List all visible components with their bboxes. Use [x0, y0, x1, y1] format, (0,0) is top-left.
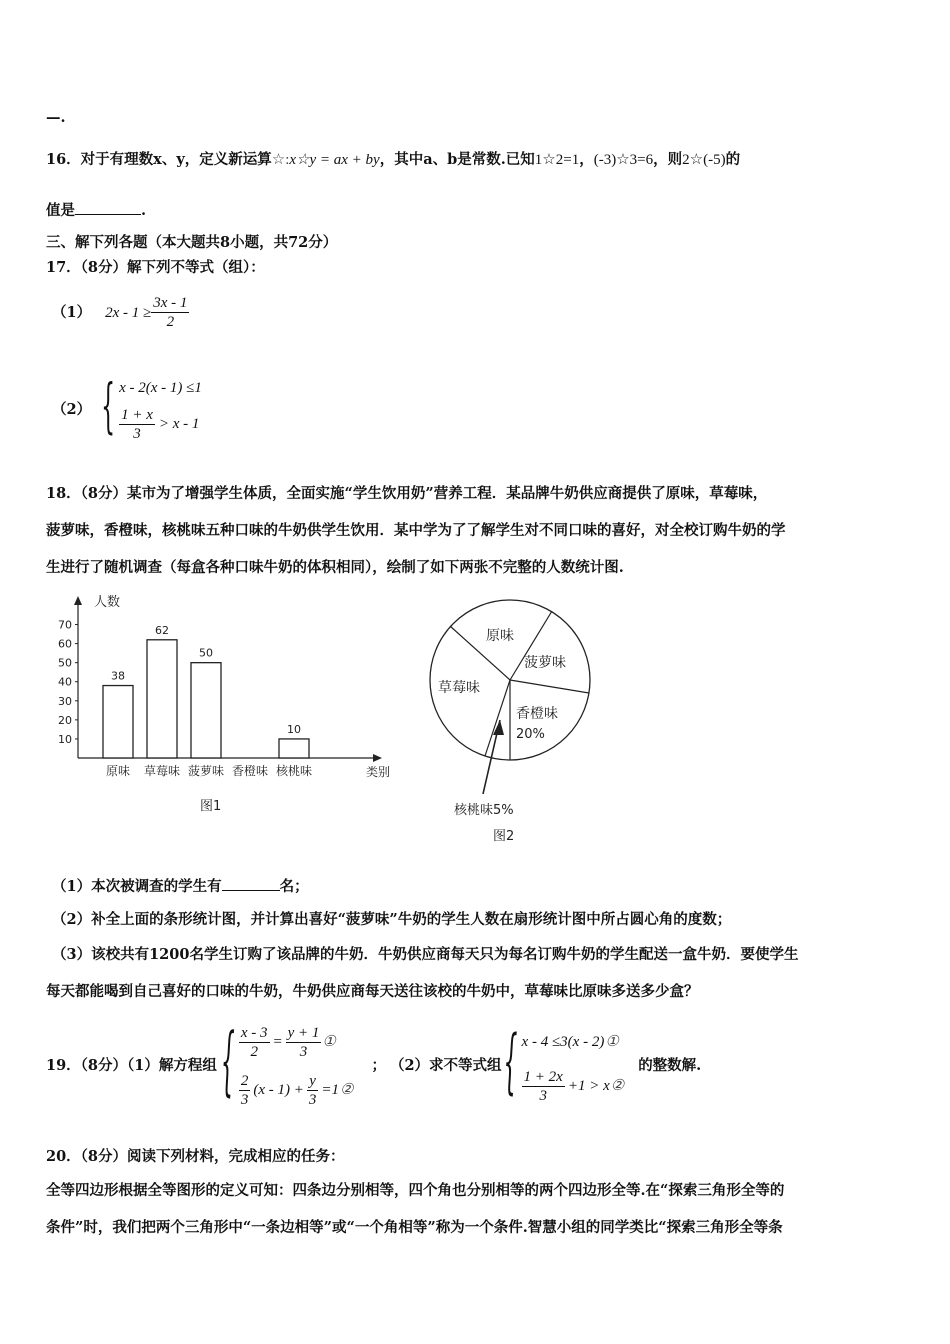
q17-p2-label: （2）	[52, 401, 92, 418]
q19-inequality-2	[522, 1062, 625, 1110]
pie-callout-hetao: 核桃味5%	[454, 803, 514, 818]
q19-lead-2: （2）求不等式组	[389, 1057, 502, 1074]
y-tick-label: 70	[58, 618, 72, 632]
q17-p2-rhs: > x - 1	[158, 416, 200, 432]
q19-inequality-1	[522, 1022, 625, 1062]
q16-sep-1: ，	[579, 151, 594, 168]
q17-part-1	[52, 294, 189, 331]
q16-known-2: (-3)☆3=6	[593, 152, 654, 168]
q19-semicolon: ；	[371, 1057, 386, 1074]
x-category-label: 香橙味	[231, 764, 269, 778]
q17-title: 17．（8分）解下列不等式（组）：	[46, 259, 265, 276]
q16-ask: 2☆(-5)	[682, 152, 726, 168]
x-category-label: 核桃味	[275, 764, 313, 778]
q19-e1-num-a: x - 3	[240, 1024, 268, 1041]
q16-lead: 16．对于有理数x、y，定义新运算	[46, 151, 272, 168]
q17-p2-system	[101, 374, 202, 446]
q19-equation-2	[239, 1066, 354, 1114]
bar-value-label: 10	[287, 722, 301, 736]
bar-chart-xlabel: 类别	[366, 765, 391, 779]
q19-e1-den-a: 2	[250, 1043, 258, 1060]
q18-sub-1	[52, 876, 309, 897]
brace: {	[101, 374, 116, 443]
q16-answer-line	[46, 200, 146, 221]
bar-chart-title: 图1	[200, 799, 222, 814]
y-tick-label: 30	[58, 694, 72, 708]
brace: {	[503, 1024, 518, 1105]
bar-value-label: 38	[111, 669, 125, 683]
pie-percent-xiangcheng: 20%	[516, 727, 545, 742]
q19-tail: 的整数解.	[638, 1057, 702, 1074]
y-tick-label: 10	[58, 732, 72, 746]
question-19	[46, 1016, 701, 1116]
q17-p1-numerator: 3x - 1	[153, 295, 188, 311]
y-tick-label: 40	[58, 675, 72, 689]
pie-label-yuanwei: 原味	[486, 628, 514, 644]
q16-mid: ，其中a、b是常数.已知	[379, 151, 535, 168]
pie-label-caomei: 草莓味	[438, 680, 480, 696]
q16-line2-pre: 值是	[46, 202, 75, 219]
q18-line-2: 菠萝味，香橙味，核桃味五种口味的牛奶供学生饮用．某中学为了了解学生对不同口味的喜好，对全校订购牛奶的学	[46, 522, 786, 539]
q17-p2-row-2	[119, 402, 202, 446]
y-tick-label: 50	[58, 656, 72, 670]
q17-p1-denominator: 2	[166, 314, 175, 330]
q16-answer-blank[interactable]	[75, 200, 141, 215]
q19-e2-den-b: 3	[308, 1091, 317, 1108]
q18-sub-2: （2）补全上面的条形统计图，并计算出喜好“菠萝味”牛奶的学生人数在扇形统计图中所占圆心角的度数；	[52, 911, 732, 928]
q18-line-1: 18．（8分）某市为了增强学生体质，全面实施“学生饮用奶”营养工程．某品牌牛奶供应商提供了原味，草莓味，	[46, 485, 768, 502]
q18-line-3: 生进行了随机调查（每盒各种口味牛奶的体积相同），绘制了如下两张不完整的人数统计图.	[46, 559, 624, 576]
y-tick-label: 20	[58, 713, 72, 727]
x-category-label: 原味	[105, 764, 131, 778]
q16-line2-post: .	[141, 202, 147, 219]
bar-2	[147, 640, 177, 758]
q19-e2-mark: ②	[340, 1081, 354, 1098]
q17-p2-denominator: 3	[133, 425, 141, 442]
q19-e2-den-a: 3	[240, 1091, 249, 1108]
bar-chart	[40, 590, 410, 820]
q19-i1-expr: x - 4 ≤3(x - 2)	[521, 1034, 605, 1050]
bar-value-label: 62	[155, 623, 169, 637]
q17-p2-row-1: x - 2(x - 1) ≤1	[119, 380, 202, 396]
q19-i1-mark: ①	[605, 1033, 619, 1050]
q16-tail: 的	[725, 151, 741, 168]
q18-sub1-blank[interactable]	[222, 876, 280, 891]
section-3-heading: 三、解下列各题（本大题共8小题，共72分）	[46, 234, 338, 251]
q19-e2-rhs: =1	[321, 1082, 339, 1098]
question-16	[46, 150, 740, 170]
pie-chart	[420, 590, 600, 860]
q19-e1-den-b: 3	[299, 1043, 308, 1060]
top-dash: —.	[46, 109, 66, 126]
q19-e1-eq: =	[272, 1034, 283, 1050]
q18-sub1-pre: （1）本次被调查的学生有	[52, 878, 222, 895]
q17-p1-fraction	[151, 294, 189, 331]
q16-known-1: 1☆2=1	[534, 152, 580, 168]
q17-p2-numerator: 1 + x	[121, 406, 153, 423]
q17-part-2	[52, 374, 202, 446]
q19-i2-num: 1 + 2x	[523, 1068, 563, 1085]
bar-3	[191, 663, 221, 758]
bar-value-label: 50	[199, 646, 213, 660]
q20-title: 20．（8分）阅读下列材料，完成相应的任务：	[46, 1148, 345, 1165]
brace: {	[220, 1021, 235, 1107]
q19-equation-system	[221, 1018, 354, 1114]
pie-label-boluo: 菠萝味	[524, 655, 566, 671]
q19-e1-num-b: y + 1	[287, 1024, 320, 1041]
q19-i2-rhs: +1 > x	[567, 1078, 610, 1094]
q16-sep-2: ，则	[653, 151, 683, 168]
q17-p1-label: （1）	[52, 303, 92, 321]
q19-equation-1	[239, 1018, 354, 1066]
q19-e1-mark: ①	[322, 1033, 336, 1050]
q19-e2-num-b: y	[309, 1072, 316, 1089]
q19-e2-num-a: 2	[240, 1072, 249, 1089]
q19-i2-mark: ②	[610, 1077, 625, 1094]
q19-lead: 19．（8分）（1）解方程组	[46, 1057, 217, 1074]
bar-chart-ylabel: 人数	[94, 595, 121, 610]
bar-1	[103, 686, 133, 758]
q18-sub-3-line-1: （3）该校共有1200名学生订购了该品牌的牛奶．牛奶供应商每天只为每名订购牛奶的学生配送一盒牛奶．要使学生	[52, 946, 799, 963]
pie-chart-title: 图2	[493, 829, 515, 844]
q16-op-symbol: ☆:	[271, 152, 290, 168]
q20-line-1: 全等四边形根据全等图形的定义可知：四条边分别相等，四个角也分别相等的两个四边形全等.在“探索三角形全等的	[46, 1182, 785, 1199]
q18-sub1-post: 名；	[279, 878, 309, 895]
y-tick-label: 60	[58, 637, 72, 651]
q17-p2-fraction	[119, 406, 155, 443]
q18-sub-3-line-2: 每天都能喝到自己喜好的口味的牛奶，牛奶供应商每天送往该校的牛奶中，草莓味比原味多送多少盒？	[46, 983, 699, 1000]
x-axis-arrow-icon	[373, 754, 382, 762]
q19-inequality-system	[504, 1022, 625, 1110]
y-axis-arrow-icon	[74, 596, 82, 605]
q19-e2-mid: (x - 1) +	[253, 1082, 304, 1098]
q20-line-2: 条件”时，我们把两个三角形中“一条边相等”或“一个角相等”称为一个条件.智慧小组的同学类比“探索三角形全等条	[46, 1219, 783, 1236]
pie-label-xiangcheng: 香橙味	[516, 706, 558, 722]
q16-op-definition: x☆y = ax + by	[289, 152, 380, 168]
x-category-label: 菠萝味	[187, 764, 225, 778]
x-category-label: 草莓味	[143, 764, 181, 778]
q19-i2-den: 3	[539, 1087, 547, 1104]
q17-p1-lhs: 2x - 1 ≥	[105, 304, 152, 321]
bar-5	[279, 739, 309, 758]
